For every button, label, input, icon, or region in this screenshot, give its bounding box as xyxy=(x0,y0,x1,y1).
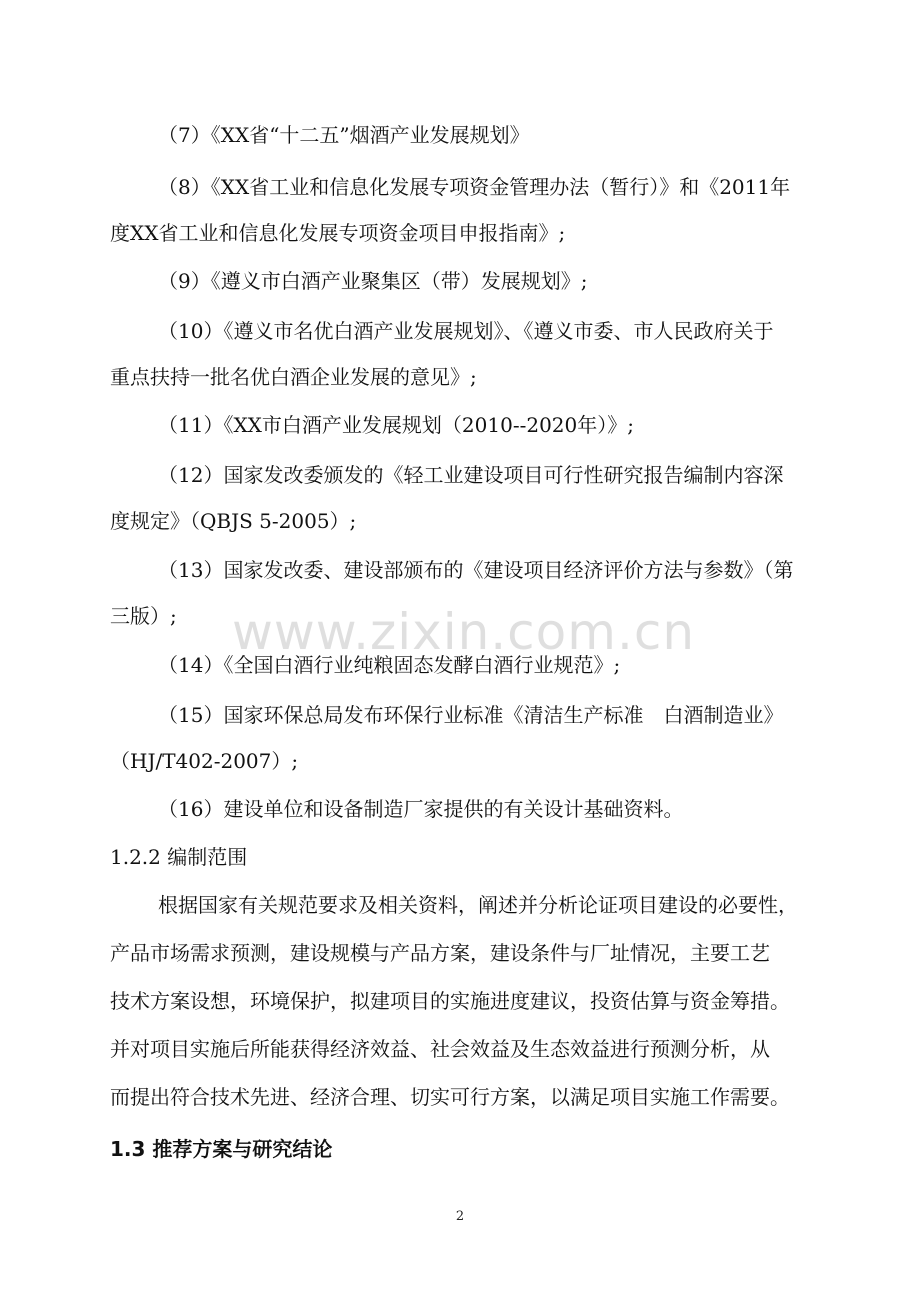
watermark: www.zixin.com.cn xyxy=(232,603,696,661)
scope-paragraph-line-4: 并对项目实施后所能获得经济效益、社会效益及生态效益进行预测分析，从 xyxy=(110,1037,770,1061)
section-heading-1-3: 1.3 推荐方案与研究结论 xyxy=(110,1137,333,1161)
reference-item-13-line-1: （13）国家发改委、建设部颁布的《建设项目经济评价方法与参数》（第 xyxy=(158,558,794,582)
reference-item-7: （7）《XX省“十二五”烟酒产业发展规划》 xyxy=(158,123,530,147)
reference-item-11: （11）《XX市白酒产业发展规划（2010--2020年）》; xyxy=(158,413,634,437)
reference-item-15-line-1: （15）国家环保总局发布环保行业标准《清洁生产标准 白酒制造业》 xyxy=(158,703,784,727)
reference-item-12-line-2: 度规定》（QBJS 5-2005）; xyxy=(110,509,357,533)
section-heading-1-2-2: 1.2.2 编制范围 xyxy=(110,845,248,869)
page-number: 2 xyxy=(455,1209,465,1224)
reference-item-10-line-1: （10）《遵义市名优白酒产业发展规划》、《遵义市委、市人民政府关于 xyxy=(158,319,774,343)
reference-item-8-line-1: （8）《XX省工业和信息化发展专项资金管理办法（暂行）》和《2011年 xyxy=(158,175,791,199)
scope-paragraph-line-3: 技术方案设想，环境保护，拟建项目的实施进度建议，投资估算与资金筹措。 xyxy=(110,989,790,1013)
reference-item-16: （16）建设单位和设备制造厂家提供的有关设计基础资料。 xyxy=(158,797,684,821)
reference-item-15-line-2: （HJ/T402-2007）; xyxy=(110,749,299,773)
scope-paragraph-line-5: 而提出符合技术先进、经济合理、切实可行方案，以满足项目实施工作需要。 xyxy=(110,1085,790,1109)
reference-item-10-line-2: 重点扶持一批名优白酒企业发展的意见》; xyxy=(110,365,477,389)
scope-paragraph-line-1: 根据国家有关规范要求及相关资料，阐述并分析论证项目建设的必要性， xyxy=(158,893,798,917)
reference-item-9: （9）《遵义市白酒产业聚集区（带）发展规划》; xyxy=(158,269,588,293)
reference-item-13-line-2: 三版）; xyxy=(110,604,177,628)
reference-item-14: （14）《全国白酒行业纯粮固态发酵白酒行业规范》; xyxy=(158,653,621,677)
scope-paragraph-line-2: 产品市场需求预测，建设规模与产品方案，建设条件与厂址情况，主要工艺 xyxy=(110,941,770,965)
reference-item-12-line-1: （12）国家发改委颁发的《轻工业建设项目可行性研究报告编制内容深 xyxy=(158,463,784,487)
reference-item-8-line-2: 度XX省工业和信息化发展专项资金项目申报指南》; xyxy=(110,221,566,245)
